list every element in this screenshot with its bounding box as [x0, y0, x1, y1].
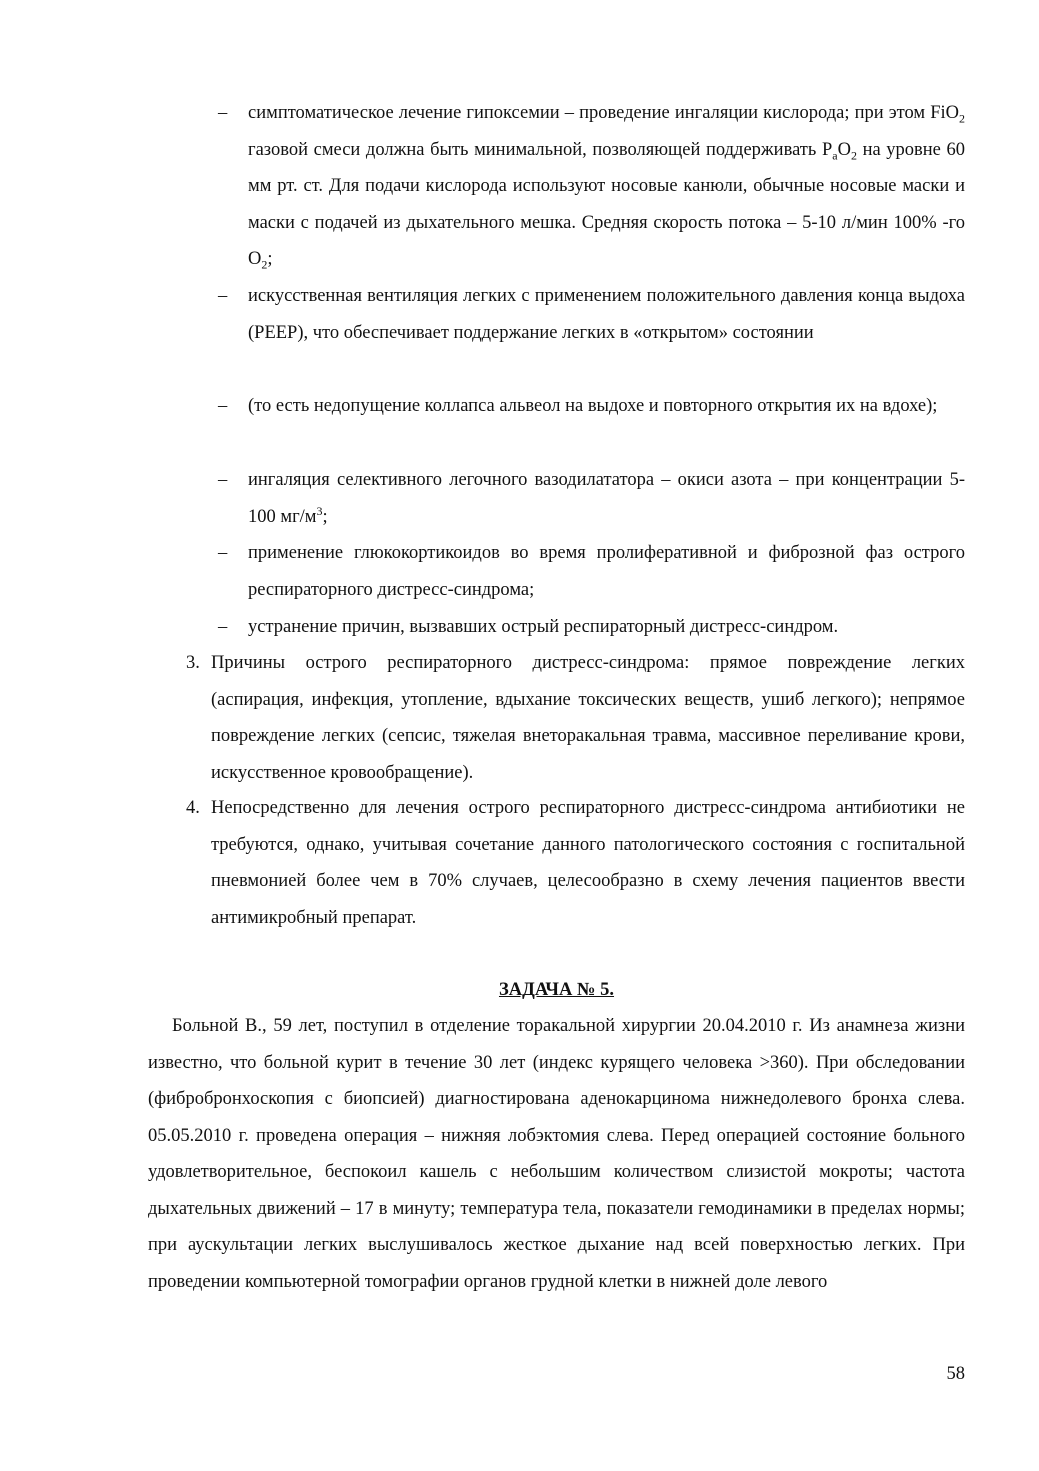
bullet-dash: –: [218, 470, 228, 490]
bullet-item-hypoxemia: [218, 95, 965, 278]
bullet-dash: –: [218, 617, 228, 637]
bullet-item-causes-elimination: [218, 609, 965, 646]
item-number: 4.: [186, 798, 200, 818]
bullet-item-ventilation: [218, 278, 965, 351]
task-heading: ЗАДАЧА № 5.: [498, 980, 615, 1000]
bullet-dash: –: [218, 543, 228, 563]
bullet-text: устранение причин, вызвавших острый респираторный дистресс-синдром.: [248, 617, 839, 637]
bullet-text: (то есть недопущение коллапса альвеол на выдохе и повторного открытия их на вдохе);: [248, 396, 938, 416]
bullet-text: искусственная вентиляция легких с применением положительного давления конца выдоха (PEEP), что обеспечивает поддержание легких в «открытом» состоянии: [248, 286, 965, 343]
bullet-text: ингаляция селективного легочного вазодилататора – окиси азота – при концентрации 5-100 $мг/м^3$;: [248, 470, 965, 527]
item-text: Причины острого респираторного дистресс-синдрома: прямое повреждение легких (аспирация, инфекция, утопление, вдыхание токсических веществ, ушиб легкого); непрямое повреждение легких (сепсис, тяжелая внеторакальная травма, массивное переливание крови, искусственное кровообращение).: [211, 653, 965, 783]
page-number: 58: [946, 1364, 965, 1384]
item-number: 3.: [186, 653, 200, 673]
bullet-item-glucocorticoids: [218, 535, 965, 608]
item-text: Непосредственно для лечения острого респираторного дистресс-синдрома антибиотики не требуются, однако, учитывая сочетание данного патологического состояния с госпитальной пневмонией более чем в 70% случаев, целесообразно в схему лечения пациентов ввести антимикробный препарат.: [211, 798, 965, 928]
bullet-dash: –: [218, 103, 228, 123]
bullet-text: симптоматическое лечение гипоксемии – проведение ингаляции кислорода; при этом FiO$_2$ газовой смеси должна быть минимальной, позволяющей поддерживать $P_aO_2$ на уровне 60 мм рт. ст. Для подачи кислорода используют носовые канюли, обычные носовые маски и маски с подачей из дыхательного мешка. Средняя скорость потока – 5-10 л/мин 100% -го $O_2$;: [248, 103, 966, 272]
case-paragraph: Больной В., 59 лет, поступил в отделение торакальной хирургии 20.04.2010 г. Из анамнеза жизни известно, что больной курит в течение 30 лет (индекс курящего человека >360). При обследовании (фибробронхоскопия с биопсией) диагностирована аденокарцинома нижнедолевого бронха слева. 05.05.2010 г. проведена операция – нижняя лобэктомия слева. Перед операцией состояние больного удовлетворительное, беспокоил кашель с небольшим количеством слизистой мокроты; частота дыхательных движений – 17 в минуту; температура тела, показатели гемодинамики в пределах нормы; при аускультации легких выслушивалось жесткое дыхание над всей поверхностью легких. При проведении компьютерной томографии органов грудной клетки в нижней доле левого: [148, 1016, 965, 1292]
numbered-item-4: [186, 790, 965, 936]
bullet-dash: –: [218, 286, 228, 306]
bullet-item-alveoli: [218, 388, 965, 425]
numbered-item-3: [186, 645, 965, 791]
bullet-dash: –: [218, 396, 228, 416]
bullet-item-nitric-oxide: [218, 462, 965, 535]
bullet-text: применение глюкокортикоидов во время пролиферативной и фиброзной фаз острого респираторного дистресс-синдрома;: [248, 543, 965, 600]
